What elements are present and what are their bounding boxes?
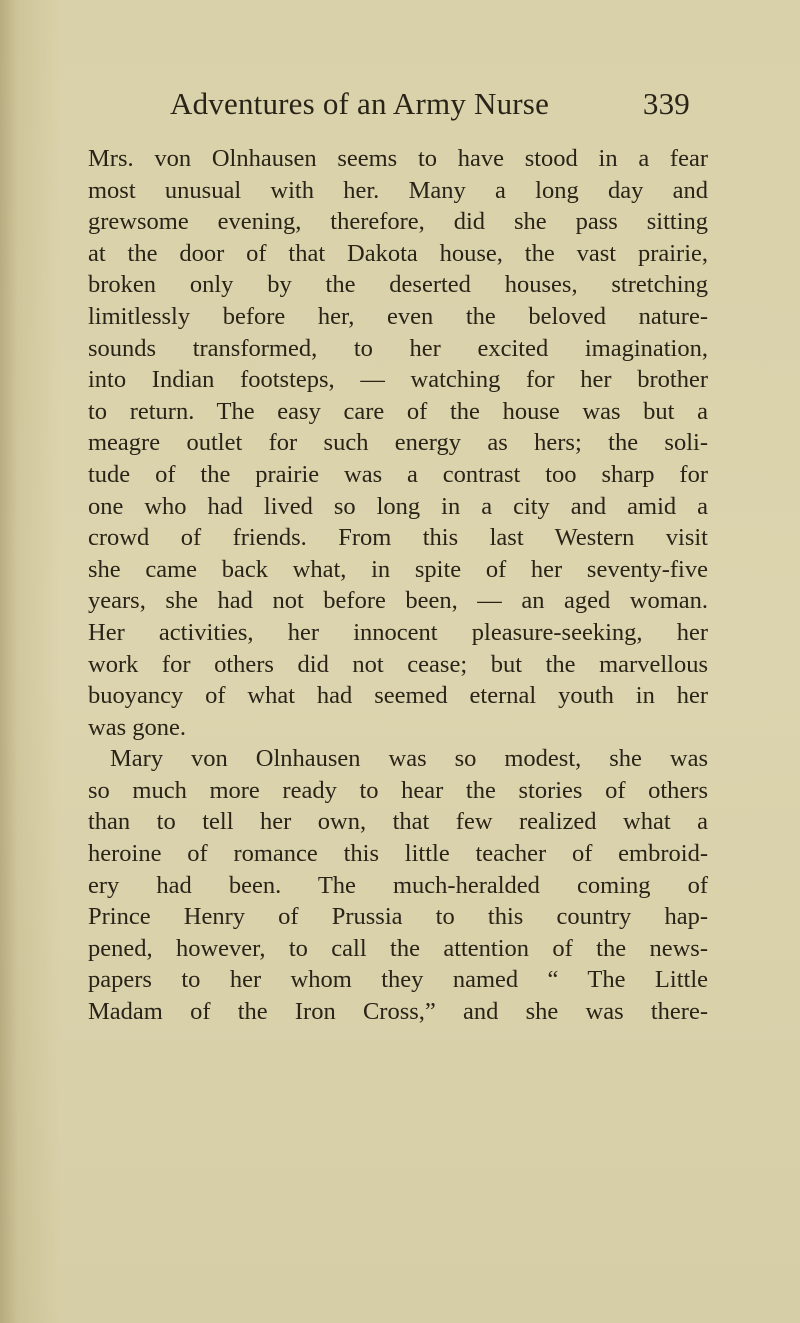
text-line: she came back what, in spite of her seventy-five bbox=[88, 555, 708, 583]
text-line: at the door of that Dakota house, the vast prairie, bbox=[88, 239, 708, 267]
text-line: limitlessly before her, even the beloved nature- bbox=[88, 302, 708, 330]
page-number: 339 bbox=[642, 86, 690, 121]
text-line: Mary von Olnhausen was so modest, she was bbox=[110, 745, 708, 773]
text-line: Madam of the Iron Cross,” and she was there- bbox=[88, 998, 708, 1026]
paragraph-1 bbox=[88, 143, 708, 743]
text-line: broken only by the deserted houses, stretching bbox=[88, 271, 708, 299]
body-text bbox=[88, 143, 708, 1028]
text-line: Prince Henry of Prussia to this country hap- bbox=[88, 903, 708, 931]
running-title: Adventures of an Army Nurse bbox=[170, 86, 550, 121]
text-line: pened, however, to call the attention of the news- bbox=[88, 934, 708, 962]
text-line: one who had lived so long in a city and amid a bbox=[88, 492, 708, 520]
text-line: papers to her whom they named “ The Little bbox=[88, 966, 708, 994]
text-line: grewsome evening, therefore, did she pass sitting bbox=[88, 208, 708, 236]
text-line: ery had been. The much-heralded coming of bbox=[88, 871, 708, 899]
text-line: years, she had not before been, — an aged woman. bbox=[88, 587, 708, 615]
text-line: sounds transformed, to her excited imagination, bbox=[88, 334, 708, 362]
text-line: than to tell her own, that few realized what a bbox=[88, 808, 708, 836]
running-head bbox=[170, 84, 690, 124]
text-line: tude of the prairie was a contrast too sharp for bbox=[88, 460, 708, 488]
text-line: crowd of friends. From this last Western visit bbox=[88, 524, 708, 552]
text-line: was gone. bbox=[88, 713, 186, 741]
text-line: buoyancy of what had seemed eternal youth in her bbox=[88, 682, 708, 710]
text-line: so much more ready to hear the stories of others bbox=[88, 776, 708, 804]
text-line: to return. The easy care of the house was but a bbox=[88, 397, 708, 425]
text-line: most unusual with her. Many a long day and bbox=[88, 176, 708, 204]
text-line: heroine of romance this little teacher of embroid- bbox=[88, 840, 708, 868]
text-line: Mrs. von Olnhausen seems to have stood in a fear bbox=[88, 145, 708, 172]
text-line: meagre outlet for such energy as hers; the soli- bbox=[88, 429, 708, 457]
paragraph-2 bbox=[88, 743, 708, 1027]
text-line: Her activities, her innocent pleasure-seeking, her bbox=[88, 618, 708, 646]
text-line: work for others did not cease; but the marvellous bbox=[88, 650, 708, 678]
text-line: into Indian footsteps, — watching for her brother bbox=[88, 366, 708, 394]
